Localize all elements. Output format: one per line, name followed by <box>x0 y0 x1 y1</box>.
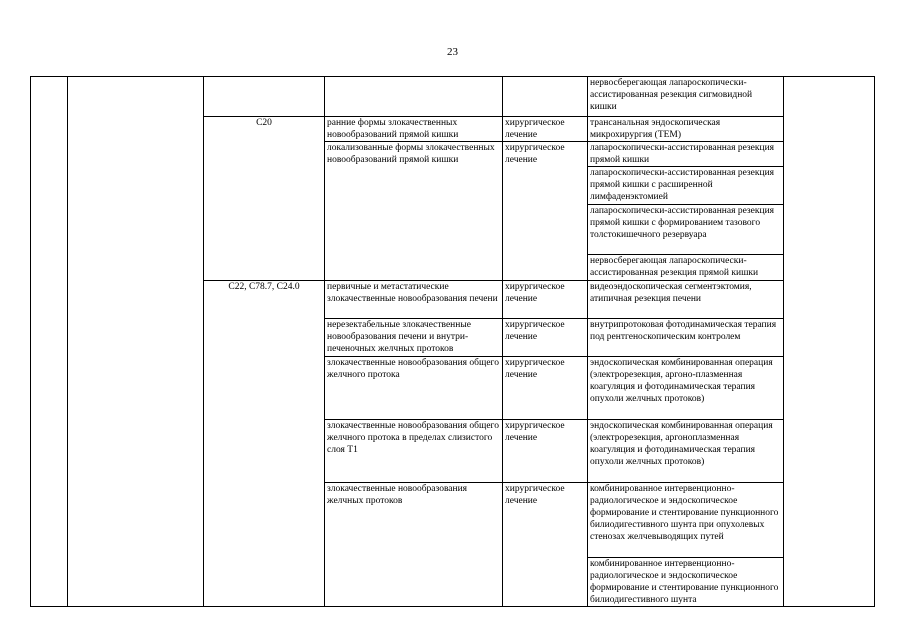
treatment-cell: хирургическое лечение <box>503 117 588 142</box>
diagnosis-cell: ранние формы злокачественных новообразований прямой кишки <box>325 117 503 142</box>
method-cell: комбинированное интервенционно-радиологическое и эндоскопическое формирование и стентирование пункционного билиодигестивного шунта при опухолевых стенозах желчевыводящих путей <box>588 483 784 558</box>
treatment-cell: хирургическое лечение <box>503 483 588 607</box>
method-cell: видеоэндоскопическая сегментэктомия, атипичная резекция печени <box>588 281 784 319</box>
number-column-cell <box>31 77 68 607</box>
table-row <box>31 77 875 117</box>
method-cell: нервосберегающая лапароскопически-ассистированная резекция прямой кишки <box>588 255 784 281</box>
treatment-methods-table <box>30 76 875 607</box>
method-cell: нервосберегающая лапароскопически-ассистированная резекция сигмовидной кишки <box>588 77 784 117</box>
code-cell: C22, C78.7, C24.0 <box>204 281 325 607</box>
model-column-cell <box>784 77 875 607</box>
diagnosis-cell: злокачественные новообразования общего желчного протока <box>325 357 503 420</box>
method-cell: лапароскопически-ассистированная резекция прямой кишки с расширенной лимфаденэктомией <box>588 167 784 205</box>
method-cell: трансанальная эндоскопическая микрохирургия (ТЕМ) <box>588 117 784 142</box>
diagnosis-line: печеночных желчных протоков <box>327 344 454 354</box>
treatment-cell: хирургическое лечение <box>503 357 588 420</box>
diagnosis-line: новообразования печени и внутри- <box>327 332 469 342</box>
page-number: 23 <box>447 46 458 58</box>
diagnosis-cell: первичные и метастатические злокачественные новообразования печени <box>325 281 503 319</box>
method-cell: лапароскопически-ассистированная резекция прямой кишки с формированием тазового толстокишечного резервуара <box>588 205 784 255</box>
treatment-cell: хирургическое лечение <box>503 281 588 319</box>
method-cell: эндоскопическая комбинированная операция (электрорезекция, аргоно-плазменная коагуляция и фотодинамическая терапия опухоли желчных протоков) <box>588 357 784 420</box>
treatment-cell: хирургическое лечение <box>503 420 588 483</box>
diagnosis-cell: злокачественные новообразования желчных протоков <box>325 483 503 607</box>
treatment-cell: хирургическое лечение <box>503 319 588 357</box>
treatment-cell <box>503 77 588 117</box>
code-cell <box>204 77 325 117</box>
diagnosis-cell <box>325 77 503 117</box>
code-cell: C20 <box>204 117 325 281</box>
profile-column-cell <box>68 77 204 607</box>
method-cell: лапароскопически-ассистированная резекция прямой кишки <box>588 142 784 167</box>
method-cell: эндоскопическая комбинированная операция (электрорезекция, аргоноплазменная коагуляция и фотодинамическая терапия опухоли желчных протоков) <box>588 420 784 483</box>
diagnosis-cell: злокачественные новообразования общего желчного протока в пределах слизистого слоя T1 <box>325 420 503 483</box>
diagnosis-cell <box>325 319 503 357</box>
diagnosis-line: нерезектабельные злокачественные <box>327 320 471 330</box>
method-cell: комбинированное интервенционно-радиологическое и эндоскопическое формирование и стентирование пункционного билиодигестивного шунта <box>588 558 784 607</box>
treatment-cell: хирургическое лечение <box>503 142 588 281</box>
diagnosis-cell: локализованные формы злокачественных новообразований прямой кишки <box>325 142 503 281</box>
method-cell: внутрипротоковая фотодинамическая терапия под рентгеноскопическим контролем <box>588 319 784 357</box>
